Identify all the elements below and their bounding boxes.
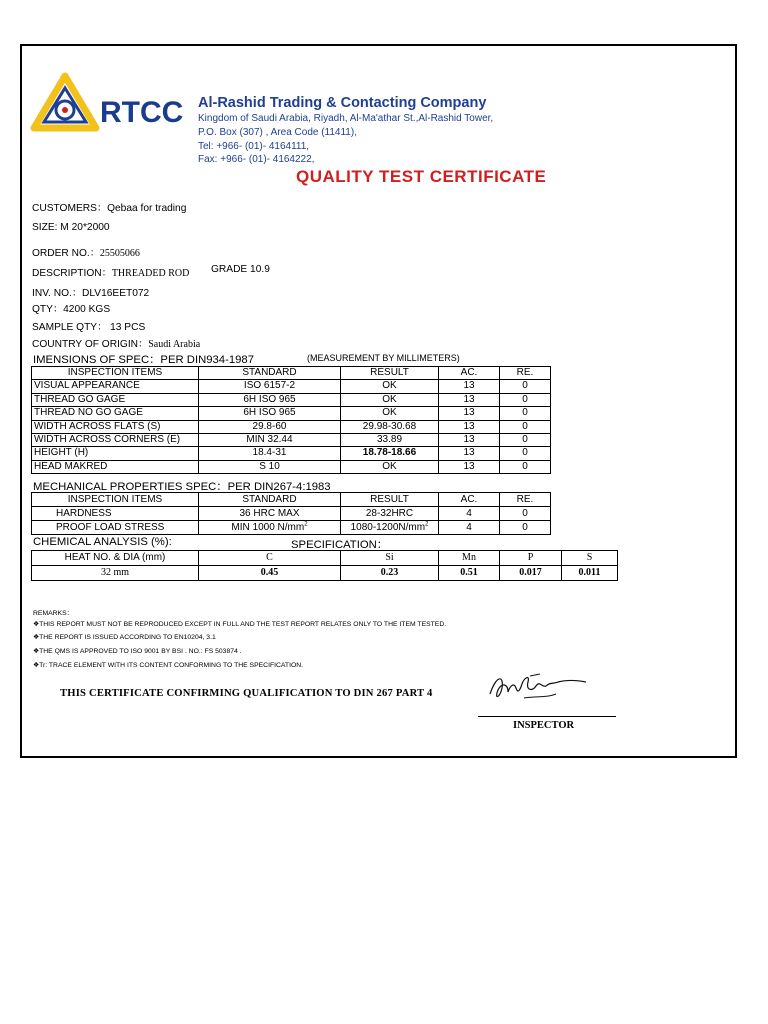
- cell-standard: MIN 32.44: [199, 434, 341, 447]
- measurement-note: (MEASUREMENT BY MILLIMETERS): [307, 353, 460, 363]
- cell-result: OK: [341, 460, 439, 473]
- table-row: [32, 434, 551, 447]
- cell-item: THREAD GO GAGE: [32, 393, 199, 406]
- cell-standard: 18.4-31: [199, 447, 341, 460]
- cell-result: OK: [341, 393, 439, 406]
- table-row: [32, 420, 551, 433]
- cell-item: HARDNESS: [32, 507, 199, 521]
- cell-item: HEIGHT (H): [32, 447, 199, 460]
- cell-re: 0: [500, 407, 551, 420]
- cell-result: 28-32HRC: [341, 507, 439, 521]
- cell-ac: 13: [439, 434, 500, 447]
- cell-item: VISUAL APPEARANCE: [32, 380, 199, 393]
- cell-standard: ISO 6157-2: [199, 380, 341, 393]
- remark-item: ❖THE REPORT IS ISSUED ACCORDING TO EN10204, 3.1: [33, 634, 216, 641]
- specification-label: SPECIFICATION：: [291, 539, 389, 551]
- grade-field: GRADE 10.9: [211, 264, 270, 275]
- table-row: [32, 566, 618, 581]
- size-field: SIZE: M 20*2000: [32, 222, 110, 233]
- customers-field: CUSTOMERS：Qebaa for trading: [32, 203, 187, 214]
- cell-standard: MIN 1000 $N/mm^2$: [199, 521, 341, 535]
- cell-result: 33.89: [341, 434, 439, 447]
- cell-result: OK: [341, 380, 439, 393]
- description-field: DESCRIPTION：THREADED ROD: [32, 268, 190, 279]
- confirmation-statement: THIS CERTIFICATE CONFIRMING QUALIFICATION TO DIN 267 PART 4: [60, 688, 433, 699]
- invoice-number-field: INV. NO.：DLV16EET072: [32, 288, 150, 299]
- cell-ac: 13: [439, 407, 500, 420]
- header-result: RESULT: [341, 367, 439, 380]
- header-ac: AC.: [439, 493, 500, 507]
- cell-ac: 13: [439, 420, 500, 433]
- cell-silicon: 0.23: [341, 566, 439, 581]
- table-header-row: [32, 493, 551, 507]
- cell-ac: 13: [439, 447, 500, 460]
- cell-re: 0: [500, 447, 551, 460]
- cell-re: 0: [500, 460, 551, 473]
- dimensions-spec-title: IMENSIONS OF SPEC：PER DIN934-1987: [33, 354, 254, 366]
- table-header-row: [32, 367, 551, 380]
- remark-item: ❖Tr: TRACE ELEMENT WITH ITS CONTENT CONFORMING TO THE SPECIFICATION.: [33, 662, 304, 669]
- header-carbon: C: [199, 551, 341, 566]
- country-of-origin-field: COUNTRY OF ORIGIN：Saudi Arabia: [32, 339, 201, 350]
- logo-text: RTCC: [100, 96, 184, 129]
- cell-standard: 36 HRC MAX: [199, 507, 341, 521]
- remarks-label: REMARKS：: [33, 610, 74, 617]
- cell-result: OK: [341, 407, 439, 420]
- remark-item: ❖THE QMS IS APPROVED TO ISO 9001 BY BSI . NO.: FS 503874 .: [33, 648, 242, 655]
- cell-re: 0: [500, 434, 551, 447]
- address-line: Kingdom of Saudi Arabia, Riyadh, Al-Ma'athar St.,Al-Rashid Tower,: [198, 113, 494, 124]
- address-line: P.O. Box (307) , Area Code (11411),: [198, 127, 357, 138]
- header-manganese: Mn: [439, 551, 500, 566]
- cell-sulfur: 0.011: [562, 566, 618, 581]
- header-heat-no: HEAT NO. & DIA (mm): [32, 551, 199, 566]
- cell-re: 0: [500, 521, 551, 535]
- cell-re: 0: [500, 380, 551, 393]
- cell-ac: 13: [439, 393, 500, 406]
- table-row: [32, 380, 551, 393]
- cell-result: 18.78-18.66: [341, 447, 439, 460]
- header-ac: AC.: [439, 367, 500, 380]
- cell-ac: 13: [439, 380, 500, 393]
- table-header-row: [32, 551, 618, 566]
- cell-standard: 6H ISO 965: [199, 407, 341, 420]
- inspector-signature-icon: [486, 668, 596, 708]
- quantity-field: QTY：4200 KGS: [32, 304, 111, 315]
- header-inspection-items: INSPECTION ITEMS: [32, 493, 199, 507]
- cell-carbon: 0.45: [199, 566, 341, 581]
- table-row: [32, 507, 551, 521]
- rtcc-logo-icon: [30, 72, 100, 134]
- table-row: [32, 407, 551, 420]
- chemical-analysis-title: CHEMICAL ANALYSIS (%):: [33, 536, 172, 548]
- cell-phosphorus: 0.017: [500, 566, 562, 581]
- header-sulfur: S: [562, 551, 618, 566]
- fax-line: Fax: +966- (01)- 4164222,: [198, 154, 315, 165]
- cell-heat-dia: 32 mm: [32, 566, 199, 581]
- signature-line: [478, 716, 616, 717]
- cell-item: HEAD MAKRED: [32, 460, 199, 473]
- cell-ac: 4: [439, 521, 500, 535]
- cell-standard: S 10: [199, 460, 341, 473]
- cell-standard: 6H ISO 965: [199, 393, 341, 406]
- order-number-field: ORDER NO.：25505066: [32, 248, 140, 259]
- header-silicon: Si: [341, 551, 439, 566]
- mechanical-spec-title: MECHANICAL PROPERTIES SPEC：PER DIN267-4:1983: [33, 481, 331, 493]
- header-re: RE.: [500, 367, 551, 380]
- cell-standard: 29.8-60: [199, 420, 341, 433]
- cell-result: $1080-1200N/mm^2$: [341, 521, 439, 535]
- cell-ac: 4: [439, 507, 500, 521]
- dimensions-table: [31, 366, 551, 474]
- header-inspection-items: INSPECTION ITEMS: [32, 367, 199, 380]
- cell-ac: 13: [439, 460, 500, 473]
- table-row: [32, 447, 551, 460]
- header-standard: STANDARD: [199, 493, 341, 507]
- chemical-table: [31, 550, 618, 581]
- cell-item: THREAD NO GO GAGE: [32, 407, 199, 420]
- sample-quantity-field: SAMPLE QTY： 13 PCS: [32, 322, 146, 333]
- header-result: RESULT: [341, 493, 439, 507]
- table-row: [32, 460, 551, 473]
- cell-re: 0: [500, 393, 551, 406]
- cell-item: PROOF LOAD STRESS: [32, 521, 199, 535]
- cell-result: 29.98-30.68: [341, 420, 439, 433]
- mechanical-table: [31, 492, 551, 535]
- cell-item: WIDTH ACROSS FLATS (S): [32, 420, 199, 433]
- cell-re: 0: [500, 507, 551, 521]
- remark-item: ❖THIS REPORT MUST NOT BE REPRODUCED EXCEPT IN FULL AND THE TEST REPORT RELATES ONLY TO THE ITEM TESTED.: [33, 621, 447, 628]
- header-phosphorus: P: [500, 551, 562, 566]
- table-row: [32, 521, 551, 535]
- cell-item: WIDTH ACROSS CORNERS (E): [32, 434, 199, 447]
- header-re: RE.: [500, 493, 551, 507]
- cell-manganese: 0.51: [439, 566, 500, 581]
- certificate-title: QUALITY TEST CERTIFICATE: [296, 167, 547, 186]
- cell-re: 0: [500, 420, 551, 433]
- telephone-line: Tel: +966- (01)- 4164111,: [198, 141, 310, 152]
- inspector-label: INSPECTOR: [513, 720, 575, 731]
- table-row: [32, 393, 551, 406]
- company-name: Al-Rashid Trading & Contacting Company: [198, 95, 487, 111]
- header-standard: STANDARD: [199, 367, 341, 380]
